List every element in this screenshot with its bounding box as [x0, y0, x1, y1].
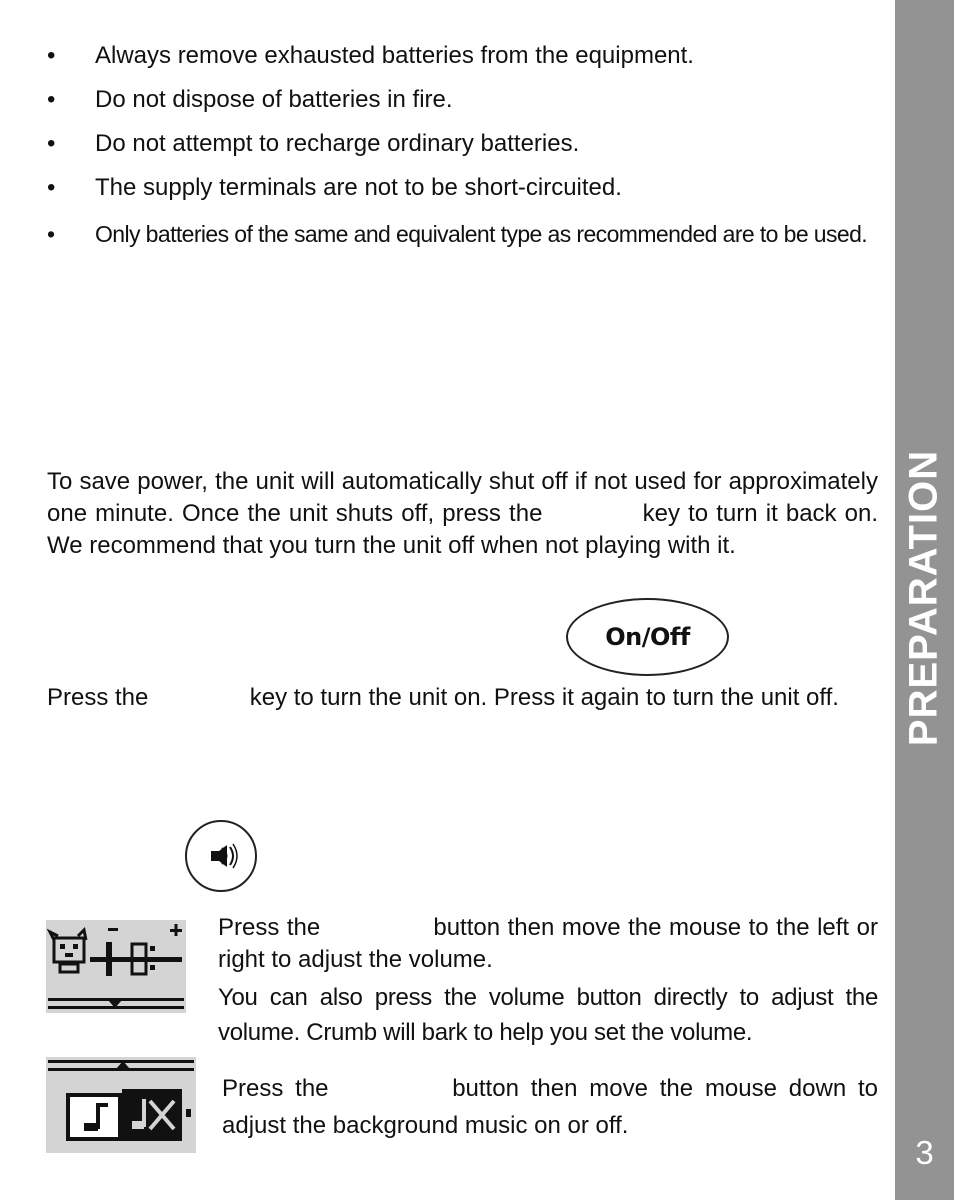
volume-text-before: Press the: [218, 914, 321, 941]
bullet-marker: •: [47, 221, 55, 247]
auto-shutoff-text-before: To save power, the unit will automatically shut off if not used for approximately one minute. Once the unit shuts off, press the: [47, 468, 878, 527]
bullet-text: Do not dispose of batteries in fire.: [95, 86, 453, 113]
power-text-before: Press the: [47, 684, 149, 711]
onoff-key-label: On/Off: [605, 623, 690, 651]
auto-shutoff-paragraph: [47, 466, 878, 562]
power-text-after: key to turn the unit on. Press it again to turn the unit off.: [249, 684, 839, 711]
list-item: [47, 40, 879, 72]
bullet-marker: •: [47, 174, 56, 201]
list-item: [47, 172, 879, 204]
speaker-icon: [201, 836, 241, 876]
bullet-text: Only batteries of the same and equivalent type as recommended are to be used.: [95, 221, 868, 247]
list-item: [47, 84, 879, 116]
bullet-text: Always remove exhausted batteries from the equipment.: [95, 42, 694, 69]
music-instructions: [222, 1070, 878, 1144]
page-number: 3: [915, 1134, 934, 1171]
bullet-text: The supply terminals are not to be short-circuited.: [95, 174, 622, 201]
volume-instructions: [218, 912, 878, 1050]
music-text-after: button then move the mouse down to adjust the background music on or off.: [222, 1075, 879, 1139]
bullet-marker: •: [47, 130, 56, 157]
onoff-key-icon: [566, 598, 729, 676]
music-text-before: Press the: [222, 1075, 329, 1102]
music-lcd-screen-icon: [46, 1057, 196, 1153]
list-item: [47, 214, 879, 255]
bullet-marker: •: [47, 42, 56, 69]
bullet-text: Do not attempt to recharge ordinary batteries.: [95, 130, 580, 157]
auto-shutoff-text-after: key to turn it back on. We recommend that you turn the unit off when not playing with it.: [47, 500, 879, 559]
list-item: [47, 128, 879, 160]
volume-lcd-screen-icon: [46, 920, 186, 1013]
volume-text-after: button then move the mouse to the left or right to adjust the volume.: [218, 914, 878, 973]
volume-direct-text: You can also press the volume button directly to adjust the volume. Crumb will bark to help you set the volume.: [218, 984, 878, 1046]
volume-key-icon: [185, 820, 257, 892]
bullet-marker: •: [47, 86, 56, 113]
power-paragraph: [47, 680, 878, 716]
section-title: PREPARATION: [901, 449, 946, 747]
battery-safety-list: [47, 40, 879, 267]
